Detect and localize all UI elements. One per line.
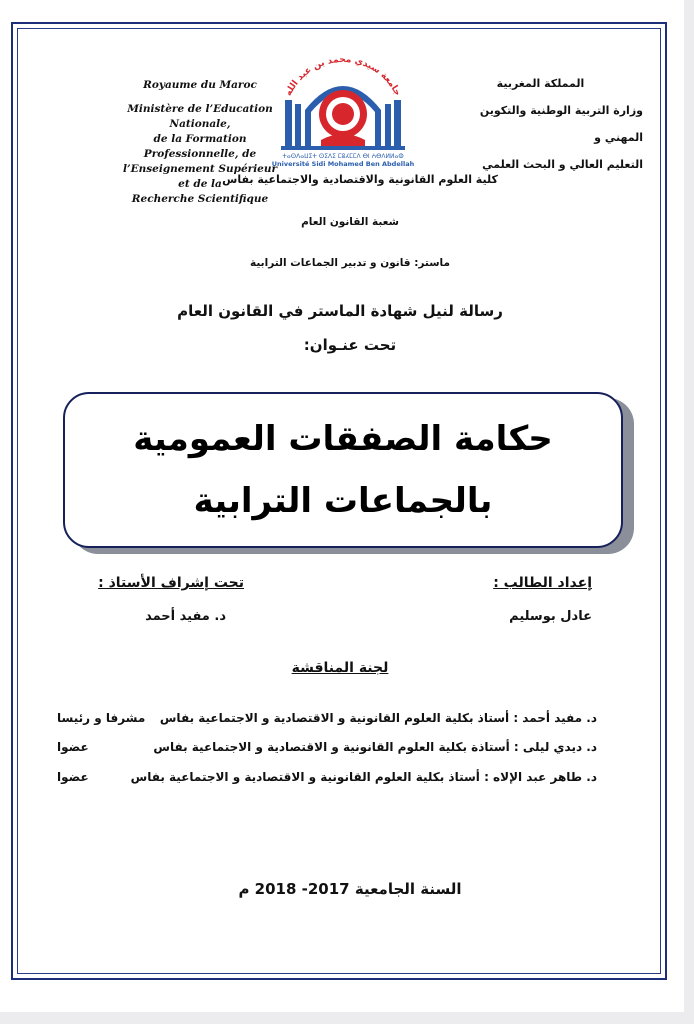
prepared-by-label: إعداد الطالب : [493,575,592,591]
ministry-fr-line1: Ministère de l’Education Nationale, [127,103,273,130]
under-title-label: تحت عنـوان: [303,336,397,354]
committee-member-desc: د. ديدي ليلى : أستاذة بكلية العلوم القانونية و الاقتصادية و الاجتماعية بفاس [153,740,597,754]
committee-member-role: عضوا [57,740,89,754]
ministry-fr-line4: Recherche Scientifique [131,193,269,205]
committee-member-desc: د. مفيد أحمد : أستاذ بكلية العلوم القانونية و الاقتصادية و الاجتماعية بفاس [159,711,597,725]
student-name: عادل بوسليم [509,609,592,624]
master-program: ماستر: قانون و تدبير الجماعات الترابية [250,257,450,269]
committee-member-role: عضوا [57,770,89,784]
logo-tifinagh: ⵜⴰⵙⴷⴰⵡⵉⵜ ⵙⵉⴷⵉ ⵎⵓⵃⵎⵎⴷ ⴱⵏ ⵄⴱⴷⵍⵍⴰⵀ [282,153,404,160]
committee-label: لجنة المناقشة [291,660,389,676]
ministry-ar-line2: التعليم العالي و البحث العلمي [482,158,643,171]
department-name: شعبة القانون العام [301,216,399,228]
thesis-title-line1: حكامة الصفقات العمومية [133,419,553,459]
supervisor-name: د. مفيد أحمد [145,609,226,624]
logo-arabic-arc: جامعة سيدي محمد بن عبد الله [283,54,403,98]
logo-latin-name: Université Sidi Mohamed Ben Abdellah [271,160,415,168]
kingdom-fr: Royaume du Maroc [143,79,257,91]
kingdom-ar: المملكة المغربية [496,77,585,90]
committee-member [57,711,597,729]
committee-member [57,770,597,788]
thesis-title [63,392,623,548]
arabic-header [438,70,643,178]
committee-member [57,740,597,758]
ministry-ar-line1: وزارة التربية الوطنية والتكوين المهني و [479,104,643,144]
thesis-label: رسالة لنيل شهادة الماستر في القانون العام [177,302,503,320]
ministry-fr-line3: l’Enseignement Supérieur et de la [122,163,278,190]
french-header [120,78,280,207]
thesis-title-line2: بالجماعات الترابية [193,481,493,521]
university-logo-icon [263,48,423,168]
faculty-name: كلية العلوم القانونية والاقتصادية والاجتماعية بفاس [222,173,498,186]
committee-member-desc: د. طاهر عبد الإلاه : أستاذ بكلية العلوم القانونية و الاقتصادية و الاجتماعية بفاس [130,770,597,784]
committee-member-role: مشرفا و رئيسا [57,711,146,725]
supervision-label: تحت إشراف الأستاذ : [98,575,244,591]
ministry-fr-line2: de la Formation Professionnelle, de [143,133,257,160]
academic-year: السنة الجامعية 2017- 2018 م [238,880,462,898]
